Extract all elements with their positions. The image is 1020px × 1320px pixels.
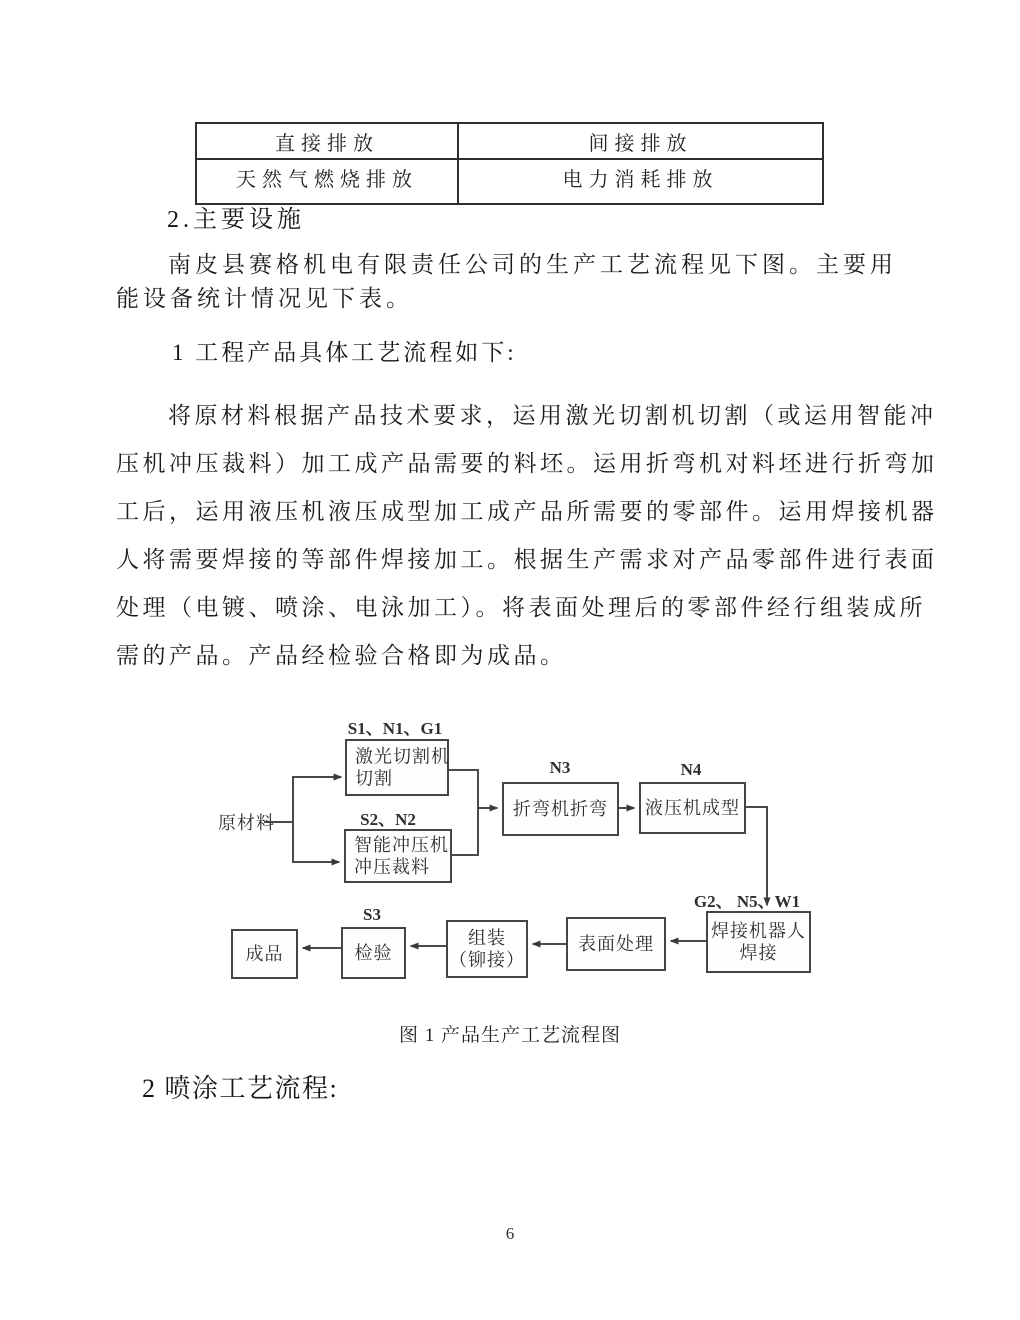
- figure-caption: 图 1 产品生产工艺流程图: [398, 1025, 621, 1046]
- process-flow-diagram: [180, 695, 840, 995]
- paragraph-line: 需的产品。产品经检验合格即为成品。: [116, 643, 567, 668]
- flow-node-text: 焊接机器人: [711, 921, 806, 941]
- emission-table: [195, 122, 824, 205]
- flow-label-s3: S3: [363, 905, 381, 924]
- paragraph-intro: [116, 248, 916, 316]
- flow-node-text: 冲压裁料: [354, 857, 430, 877]
- flow-node-text: 焊接: [739, 943, 778, 963]
- subheading-product-process: 1 工程产品具体工艺流程如下:: [172, 340, 517, 365]
- section-heading-main-facilities: 2.主要设施: [167, 207, 305, 233]
- paragraph-line: 人将需要焊接的等部件焊接加工。根据生产需求对产品零部件进行表面: [116, 547, 938, 572]
- table-cell-direct-emission: 直接排放: [196, 123, 458, 159]
- flow-edge-branch-to-laser: [293, 777, 341, 822]
- flow-node-text: 智能冲压机: [354, 835, 449, 855]
- flow-node-text: （铆接）: [449, 950, 525, 970]
- table-cell-gas-emission: 天然气燃烧排放: [196, 159, 458, 204]
- paragraph-process-description: [116, 392, 938, 680]
- paragraph-line: 将原材料根据产品技术要求，运用激光切割机切割（或运用智能冲: [168, 403, 937, 428]
- page-number: 6: [505, 1224, 515, 1243]
- flow-label-s2n2: S2、N2: [360, 810, 416, 829]
- table-cell-power-emission: 电力消耗排放: [458, 159, 823, 204]
- paragraph-line: 能设备统计情况见下表。: [116, 286, 413, 311]
- paragraph-line: 压机冲压裁料）加工成产品需要的料坯。运用折弯机对料坯进行折弯加: [116, 451, 938, 476]
- flow-node-text: 成品: [245, 944, 284, 964]
- flow-node-text: 激光切割机: [355, 746, 450, 767]
- flow-node-text: 表面处理: [578, 934, 654, 954]
- paragraph-line: 处理（电镀、喷涂、电泳加工）。将表面处理后的零部件经行组装成所: [116, 595, 926, 620]
- flow-label-g2n5w1: G2、 N5、W1: [693, 892, 801, 911]
- flow-label-raw-material: 原材料: [218, 813, 275, 833]
- flow-edge-merge-bus: [448, 770, 478, 855]
- flow-node-text: 检验: [354, 943, 393, 963]
- flow-node-text: 组装: [468, 928, 506, 948]
- flow-edge-branch-to-punch: [293, 822, 339, 862]
- flow-node-text: 切割: [355, 768, 393, 789]
- paragraph-line: 工后，运用液压机液压成型加工成产品所需要的零部件。运用焊接机器: [116, 499, 938, 524]
- flow-node-text: 液压机成型: [645, 798, 740, 818]
- flow-label-n3: N3: [549, 758, 571, 777]
- paragraph-line: 南皮县赛格机电有限责任公司的生产工艺流程见下图。主要用: [168, 252, 897, 277]
- flow-label-n4: N4: [680, 760, 702, 779]
- flow-edge-hydraulic-to-weld: [745, 807, 767, 905]
- table-cell-indirect-emission: 间接排放: [458, 123, 823, 159]
- flow-label-s1n1g1: S1、N1、G1: [347, 719, 443, 738]
- subheading-spray-process: 2 喷涂工艺流程:: [142, 1074, 339, 1103]
- flow-node-text: 折弯机折弯: [513, 799, 608, 819]
